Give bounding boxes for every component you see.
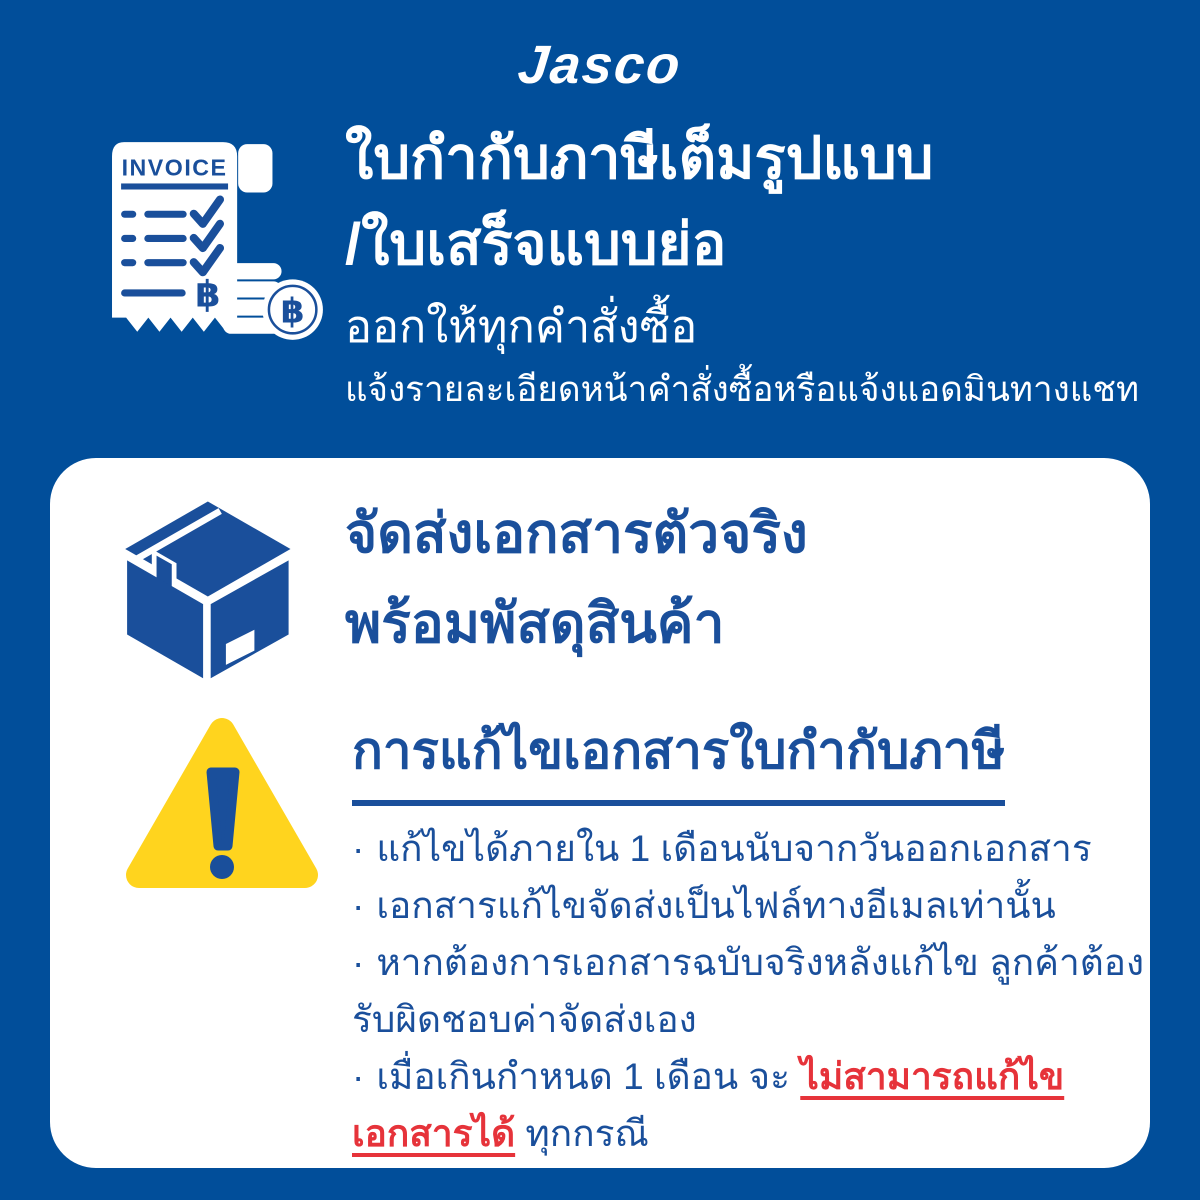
invoice-receipt-icon xyxy=(110,138,332,350)
bullet-dot: · xyxy=(352,942,365,983)
baht-symbol-coin: ฿ xyxy=(280,292,305,331)
warning-title: การแก้ไขเอกสารใบกำกับภาษี xyxy=(352,710,1005,806)
warning-bullet-list xyxy=(352,820,1157,1162)
bullet-dot: · xyxy=(352,885,365,926)
info-card xyxy=(50,458,1150,1168)
receipt-curl xyxy=(238,144,272,192)
exclamation-bar xyxy=(211,772,235,846)
hero-subtitle: ออกให้ทุกคำสั่งซื้อ xyxy=(345,301,698,352)
bullet-text-prefix: เมื่อเกินกำหนด 1 เดือน จะ xyxy=(376,1056,801,1097)
list-item xyxy=(352,877,1157,934)
list-item xyxy=(352,934,1157,1048)
main-title-line1: ใบกำกับภาษีเต็มรูปแบบ xyxy=(345,126,934,191)
hero-note: แจ้งรายละเอียดหน้าคำสั่งซื้อหรือแจ้งแอดมินทางแชท xyxy=(345,370,1140,409)
bullet-text-suffix: ทุกกรณี xyxy=(515,1113,649,1154)
bullet-text: เอกสารแก้ไขจัดส่งเป็นไฟล์ทางอีเมลเท่านั้น xyxy=(376,885,1056,926)
bullet-text-highlight: ไม่สามารถแก้ไข​เอกสารได้ xyxy=(352,1056,1065,1154)
warning-triangle-icon xyxy=(122,714,322,894)
parcel-box-icon xyxy=(110,492,300,682)
main-title-line2: /ใบเสร็จแบบย่อ xyxy=(345,212,727,277)
baht-symbol-receipt: ฿ xyxy=(195,273,221,315)
invoice-label: INVOICE xyxy=(121,154,228,181)
shipping-title-line1: จัดส่งเอกสารตัวจริง xyxy=(345,502,808,564)
shipping-title xyxy=(345,488,808,668)
exclamation-dot xyxy=(210,855,234,879)
list-item xyxy=(352,1048,1157,1162)
bullet-dot: · xyxy=(352,828,365,869)
hero-text-block xyxy=(345,116,1155,416)
bullet-dot: · xyxy=(352,1056,365,1097)
list-item xyxy=(352,820,1157,877)
shipping-title-line2: พร้อมพัสดุสินค้า xyxy=(345,592,725,654)
brand-logo: Jasco xyxy=(515,35,685,95)
bullet-text: แก้ไขได้ภายใน 1 เดือนนับจากวันออกเอกสาร xyxy=(376,828,1092,869)
receipt-divider xyxy=(121,183,228,189)
bullet-text: หากต้องการเอกสารฉบับจริงหลังแก้ไข ลูกค้า​ต้องรับผิดชอบค่าจัดส่งเอง xyxy=(352,942,1145,1040)
